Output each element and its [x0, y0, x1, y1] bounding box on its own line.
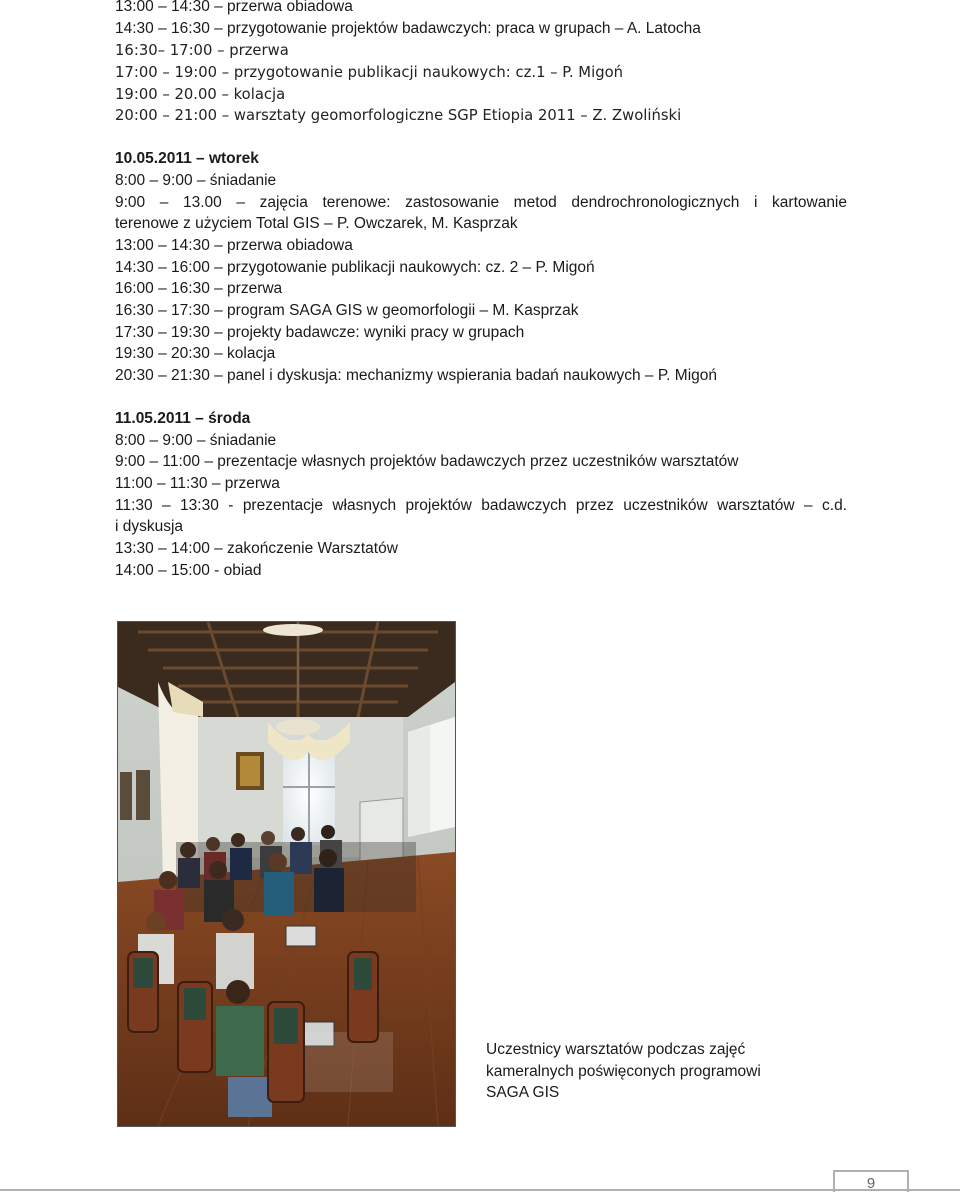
schedule-line: 13:30 – 14:00 – zakończenie Warsztatów: [115, 540, 398, 557]
caption-line: kameralnych poświęconych programowi: [486, 1062, 761, 1080]
schedule-line: 9:00 – 13.00 – zajęcia terenowe: zastosowanie metod dendrochronologicznych i kartowanie: [115, 194, 847, 211]
page-number: 9: [833, 1170, 909, 1192]
schedule-line: 8:00 – 9:00 – śniadanie: [115, 432, 277, 449]
photo-caption: [486, 1039, 806, 1104]
schedule-line: 14:30 – 16:30 – przygotowanie projektów badawczych: praca w grupach – A. Latocha: [115, 20, 701, 37]
schedule-line: 8:00 – 9:00 – śniadanie: [115, 172, 277, 189]
schedule-line: 14:30 – 16:00 – przygotowanie publikacji naukowych: cz. 2 – P. Migoń: [115, 259, 595, 276]
schedule-line: 9:00 – 11:00 – prezentacje własnych projektów badawczych przez uczestników warsztatów: [115, 453, 739, 470]
caption-line: Uczestnicy warsztatów podczas zajęć: [486, 1041, 746, 1058]
footer-rule: [0, 1189, 960, 1191]
schedule-line: terenowe z użyciem Total GIS – P. Owczarek, M. Kasprzak: [115, 215, 518, 232]
caption-line: SAGA GIS: [486, 1084, 560, 1101]
schedule-line: 13:00 – 14:30 – przerwa obiadowa: [115, 0, 353, 15]
schedule-line: 20:00 – 21:00 – warsztaty geomorfologiczne SGP Etiopia 2011 – Z. Zwoliński: [115, 107, 682, 124]
schedule-line: 19:00 – 20.00 – kolacja: [115, 86, 286, 103]
schedule-line: 13:00 – 14:30 – przerwa obiadowa: [115, 237, 353, 254]
schedule-line: 19:30 – 20:30 – kolacja: [115, 345, 276, 362]
schedule-line: 11:30 – 13:30 - prezentacje własnych projektów badawczych przez uczestników warsztatów – c.d.: [115, 497, 847, 514]
day-heading: 11.05.2011 – środa: [115, 410, 251, 427]
day-heading: 10.05.2011 – wtorek: [115, 150, 259, 167]
schedule-line: 17:00 – 19:00 – przygotowanie publikacji naukowych: cz.1 – P. Migoń: [115, 64, 624, 81]
schedule-line: 17:30 – 19:30 – projekty badawcze: wyniki pracy w grupach: [115, 324, 525, 341]
workshop-photo: [117, 621, 456, 1127]
schedule-line: 11:00 – 11:30 – przerwa: [115, 475, 280, 492]
schedule-line: 14:00 – 15:00 - obiad: [115, 562, 262, 579]
schedule-line: 16:00 – 16:30 – przerwa: [115, 280, 283, 297]
schedule-line: 16:30 – 17:30 – program SAGA GIS w geomorfologii – M. Kasprzak: [115, 302, 579, 319]
schedule-line: 16:30– 17:00 – przerwa: [115, 42, 289, 59]
schedule-line: 20:30 – 21:30 – panel i dyskusja: mechanizmy wspierania badań naukowych – P. Migoń: [115, 367, 718, 384]
schedule-line: i dyskusja: [115, 518, 184, 535]
